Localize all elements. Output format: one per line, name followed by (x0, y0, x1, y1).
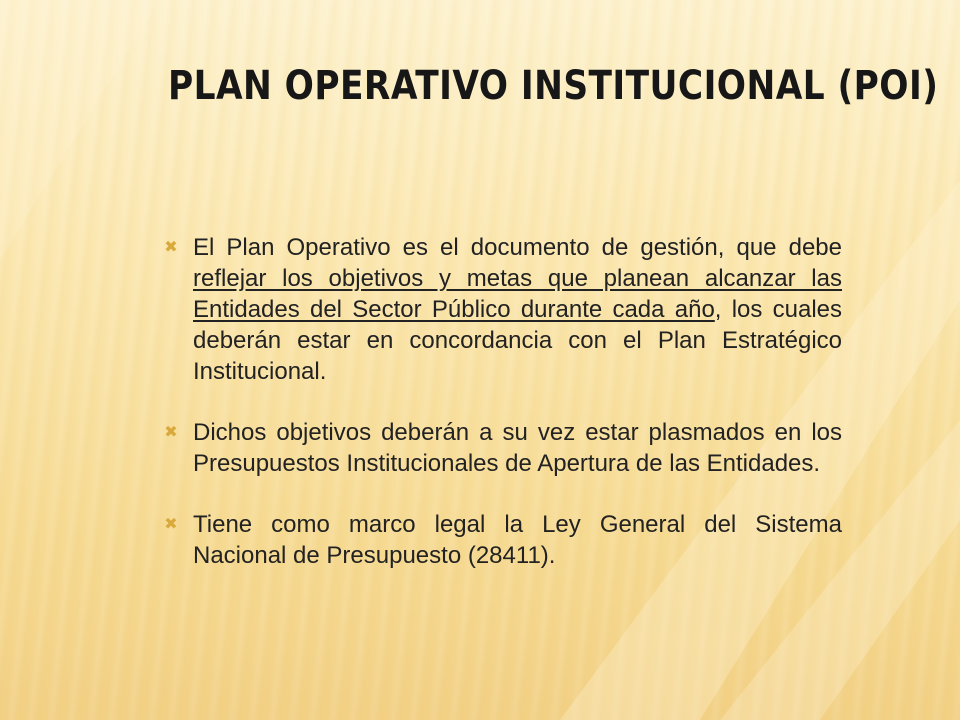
bullet-3-text: Tiene como marco legal la Ley General del Sistema Nacional de Presupuesto (28411). (193, 511, 842, 569)
bullet-list (160, 232, 842, 601)
slide-title: PLAN OPERATIVO INSTITUCIONAL (POI) (168, 63, 939, 109)
x-mark-icon: ✖ (164, 239, 178, 256)
bullet-item-1 (160, 232, 842, 387)
bullet-1-text-end: , los cuales deberán estar en concordancia con el Plan Estratégico Institucional. (193, 296, 843, 385)
bullet-1-underlined-text: reflejar los objetivos y metas que planean alcanzar las Entidades del Sector Público durante cada año (193, 265, 842, 323)
bullet-item-3 (160, 509, 842, 571)
x-mark-icon: ✖ (164, 424, 178, 441)
x-mark-icon: ✖ (164, 516, 178, 533)
bullet-2-text: Dichos objetivos deberán a su vez estar plasmados en los Presupuestos Institucionales de Apertura de las Entidades. (193, 419, 842, 477)
bullet-item-2 (160, 417, 842, 479)
bullet-1-text-start: El Plan Operativo es el documento de gestión, que debe (193, 234, 842, 261)
